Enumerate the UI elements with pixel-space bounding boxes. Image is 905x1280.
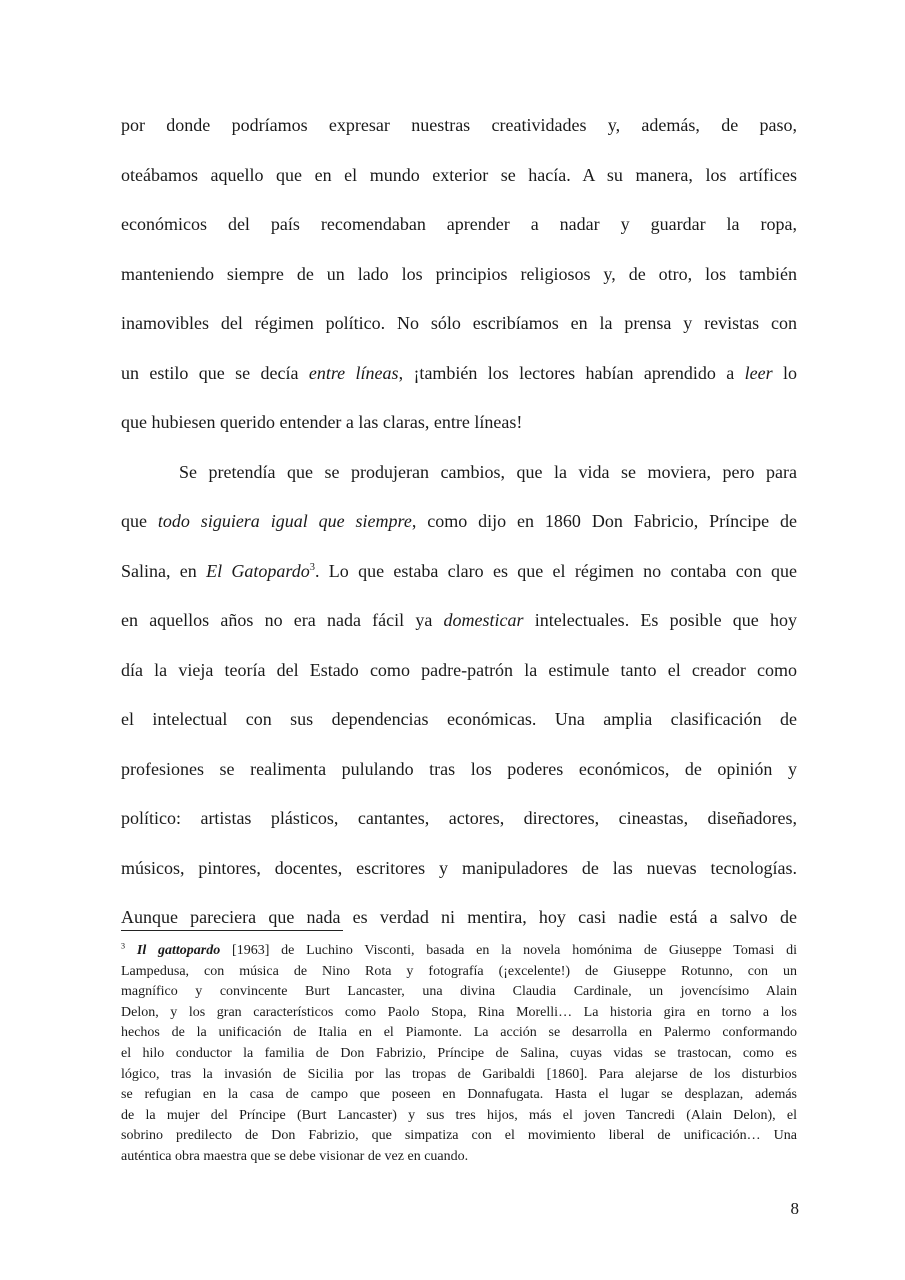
text-segment: Il gattopardo — [136, 943, 221, 958]
text-segment: domesticar — [443, 610, 524, 630]
text-segment: intelectuales. Es posible que hoy — [523, 610, 797, 630]
footnote-reference: 3 — [309, 561, 315, 573]
text-line — [121, 1085, 797, 1106]
text-line — [121, 497, 797, 547]
text-segment: se refugian en la casa de campo que poseen en Donnafugata. Hasta el lugar se desplazan, además — [121, 1087, 797, 1103]
text-line — [121, 1065, 797, 1086]
text-line — [121, 299, 797, 349]
text-segment: lógico, tras la invasión de Sicilia por las tropas de Garibaldi [1860]. Para alejarse de los disturbios — [121, 1066, 797, 1082]
text-segment: lo — [772, 362, 797, 383]
text-line — [121, 547, 797, 597]
text-segment: el intelectual con sus dependencias económicas. Una amplia clasificación de — [121, 709, 797, 729]
text-segment: Aunque pareciera que nada es verdad ni mentira, hoy casi nadie está a salvo de — [121, 907, 797, 927]
footnote-separator — [121, 930, 343, 931]
text-line — [121, 1106, 797, 1127]
text-segment: [1963] de Luchino Visconti, basada en la novela homónima de Giuseppe Tomasi di — [220, 943, 798, 958]
text-line — [121, 962, 797, 983]
text-line — [121, 448, 797, 498]
text-line — [121, 646, 797, 696]
text-segment: . Lo que estaba claro es que el régimen no contaba con que — [314, 560, 798, 581]
text-segment — [125, 943, 137, 958]
text-segment: político: artistas plásticos, cantantes, actores, directores, cineastas, diseñadores, — [121, 808, 797, 828]
page-number: 8 — [790, 1199, 799, 1218]
text-segment: Delon, y los gran característicos como Paolo Stopa, Rina Morelli… La historia gira en torno a los — [121, 1004, 797, 1020]
text-line — [121, 1147, 797, 1168]
text-segment: leer — [744, 362, 773, 383]
paragraph-2 — [121, 448, 797, 943]
text-segment: un estilo que se decía — [121, 362, 309, 383]
text-line — [121, 1044, 797, 1065]
body-text — [121, 101, 797, 943]
text-line — [121, 941, 797, 962]
text-segment: el hilo conductor la familia de Don Fabrizio, Príncipe de Salina, cuyas vidas se trastocan, como es — [121, 1045, 797, 1061]
text-line — [121, 893, 797, 943]
text-line — [121, 1023, 797, 1044]
text-segment: manteniendo siempre de un lado los principios religiosos y, de otro, los también — [121, 263, 797, 284]
text-line — [121, 794, 797, 844]
text-segment: oteábamos aquello que en el mundo exterior se hacía. A su manera, los artífices — [121, 164, 797, 185]
text-line — [121, 200, 797, 250]
text-line — [121, 1126, 797, 1147]
footnote-reference: 3 — [121, 941, 126, 951]
paragraph-1 — [121, 101, 797, 448]
text-line — [121, 151, 797, 201]
text-segment: económicos del país recomendaban aprender a nadar y guardar la ropa, — [121, 214, 797, 234]
text-segment: día la vieja teoría del Estado como padre-patrón la estimule tanto el creador como — [121, 659, 797, 680]
text-segment: sobrino predilecto de Don Fabrizio, que simpatiza con el movimiento liberal de unificación… Una — [121, 1128, 797, 1144]
text-segment: que — [121, 511, 158, 531]
text-segment: , como dijo en 1860 Don Fabricio, Príncipe de — [411, 511, 797, 531]
text-segment: inamovibles del régimen político. No sólo escribíamos en la prensa y revistas con — [121, 313, 797, 333]
text-segment: de la mujer del Príncipe (Burt Lancaster) y sus tres hijos, más el joven Tancredi (Alain Delon), el — [121, 1107, 797, 1123]
text-segment: por donde podríamos expresar nuestras creatividades y, además, de paso, — [121, 115, 797, 135]
text-segment: en aquellos años no era nada fácil ya — [121, 610, 444, 630]
text-segment: profesiones se realimenta pululando tras los poderes económicos, de opinión y — [121, 758, 797, 779]
text-line — [121, 596, 797, 646]
text-line — [121, 844, 797, 894]
text-line — [121, 398, 797, 448]
text-line — [121, 101, 797, 151]
text-line — [121, 349, 797, 399]
text-line — [121, 695, 797, 745]
text-segment: músicos, pintores, docentes, escritores y manipuladores de las nuevas tecnologías. — [121, 857, 797, 878]
text-segment: El Gatopardo — [206, 560, 310, 581]
text-line — [121, 745, 797, 795]
text-segment: Lampedusa, con música de Nino Rota y fotografía (¡excelente!) de Giuseppe Rotunno, con un — [121, 963, 797, 979]
text-segment: que hubiesen querido entender a las claras, entre líneas! — [121, 412, 523, 432]
text-line — [121, 1003, 797, 1024]
text-line — [121, 982, 797, 1003]
text-line — [121, 250, 797, 300]
footnote — [121, 941, 797, 1168]
text-segment: todo siguiera igual que siempre — [157, 511, 412, 531]
text-segment: Se pretendía que se produjeran cambios, que la vida se moviera, pero para — [179, 461, 797, 482]
text-segment: auténtica obra maestra que se debe visionar de vez en cuando. — [121, 1148, 469, 1164]
text-segment: magnífico y convincente Burt Lancaster, una divina Claudia Cardinale, un jovencísimo Alain — [121, 984, 797, 1000]
text-segment: Salina, en — [121, 560, 207, 581]
text-segment: hechos de la unificación de Italia en el Piamonte. La acción se desarrolla en Palermo conformando — [121, 1025, 797, 1041]
text-segment: entre líneas — [308, 362, 399, 383]
text-segment: , ¡también los lectores habían aprendido a — [398, 362, 745, 383]
